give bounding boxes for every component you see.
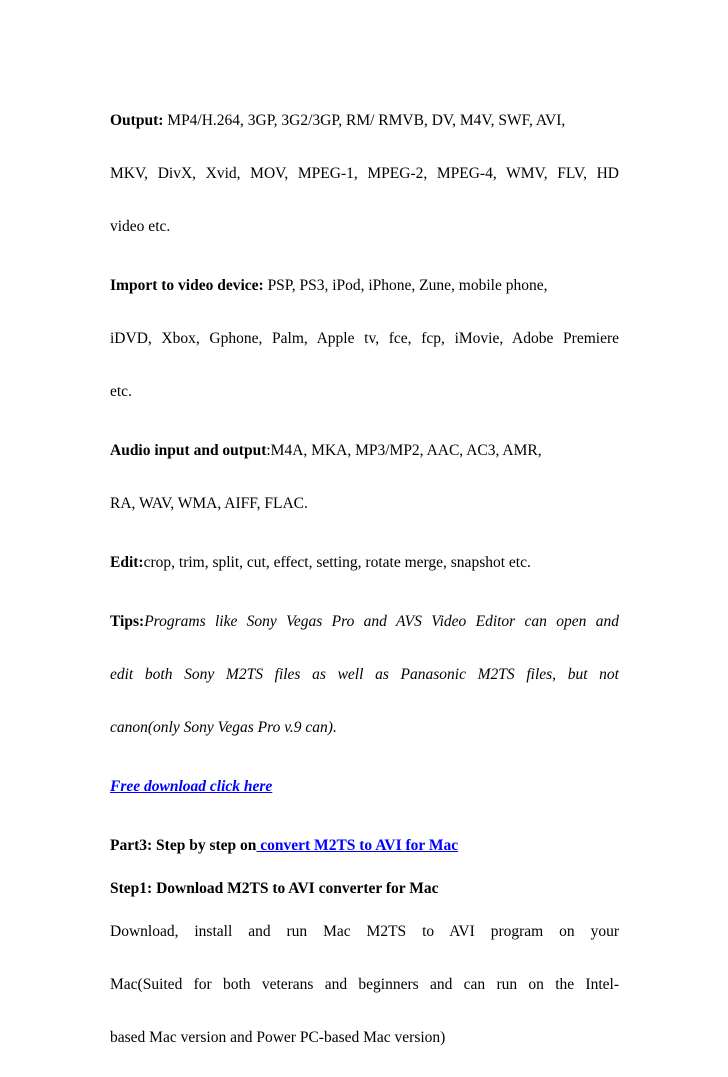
import-line-3: etc. [110, 383, 132, 400]
tips-text-1: Programs like Sony Vegas Pro and AVS Video Editor can open and [144, 613, 619, 630]
import-line-2: iDVD, Xbox, Gphone, Palm, Apple tv, fce, fcp, iMovie, Adobe Premiere [110, 330, 619, 347]
output-text-1: MP4/H.264, 3GP, 3G2/3GP, RM/ RMVB, DV, M4V, SWF, AVI, [163, 112, 566, 129]
tips-line-2: edit both Sony M2TS files as well as Panasonic M2TS files, but not [110, 666, 619, 683]
import-line-1 [110, 272, 619, 299]
audio-line-1 [110, 437, 619, 464]
import-label: Import to video device: [110, 277, 264, 294]
step1-line-2: Mac(Suited for both veterans and beginners and can run on the Intel- [110, 976, 619, 993]
step1-title: Step1: Download M2TS to AVI converter for Mac [110, 880, 439, 897]
tips-line-1 [110, 608, 619, 635]
convert-m2ts-avi-link[interactable]: convert M2TS to AVI for Mac [256, 837, 459, 854]
output-line-3: video etc. [110, 218, 171, 235]
import-text-1: PSP, PS3, iPod, iPhone, Zune, mobile phone, [263, 277, 548, 294]
edit-line-1 [110, 549, 619, 576]
audio-line-2: RA, WAV, WMA, AIFF, FLAC. [110, 495, 308, 512]
free-download-line [110, 773, 619, 800]
audio-text-1: :M4A, MKA, MP3/MP2, AAC, AC3, AMR, [266, 442, 542, 459]
document-page [110, 107, 619, 1077]
output-line-2: MKV, DivX, Xvid, MOV, MPEG-1, MPEG-2, MPEG-4, WMV, FLV, HD [110, 165, 619, 182]
part3-heading [110, 832, 619, 859]
part3-prefix: Part3: Step by step on [110, 837, 257, 854]
output-line-1 [110, 107, 619, 134]
tips-line-3: canon(only Sony Vegas Pro v.9 can). [110, 719, 337, 736]
edit-label: Edit: [110, 554, 144, 571]
step1-line-1: Download, install and run Mac M2TS to AVI program on your [110, 923, 619, 940]
output-label: Output: [110, 112, 164, 129]
edit-text-1: crop, trim, split, cut, effect, setting, rotate merge, snapshot etc. [143, 554, 531, 571]
free-download-link[interactable]: Free download click here [110, 778, 273, 795]
audio-label: Audio input and output [110, 442, 267, 459]
step1-line-3: based Mac version and Power PC-based Mac version) [110, 1029, 446, 1046]
tips-label: Tips: [110, 613, 145, 630]
